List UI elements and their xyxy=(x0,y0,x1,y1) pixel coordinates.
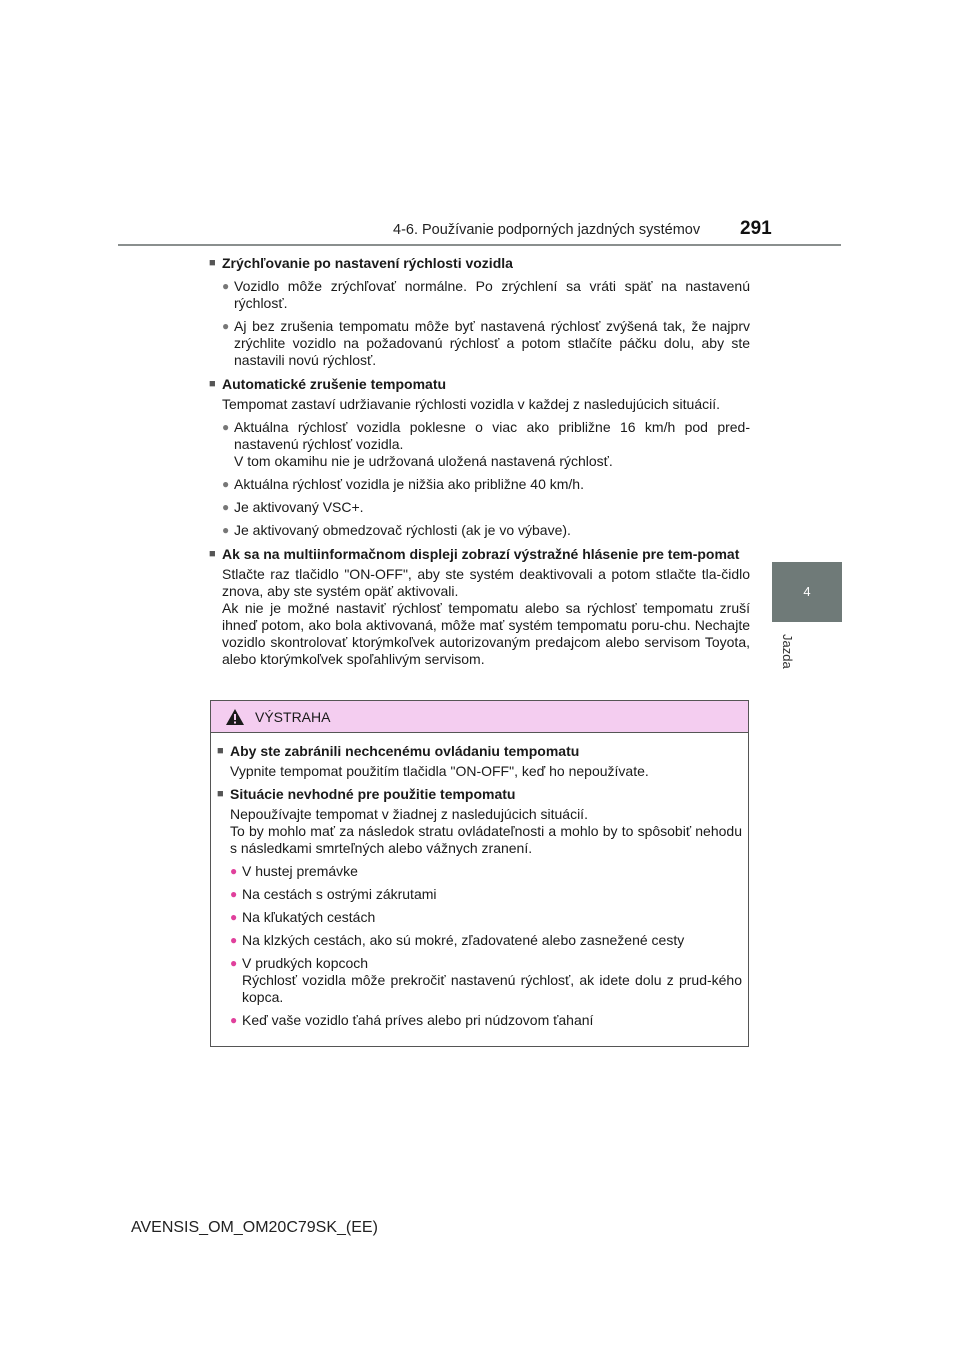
bullet-text: Na kľukatých cestách xyxy=(242,909,376,925)
bullet-item xyxy=(222,499,750,516)
round-bullet-icon: ● xyxy=(230,1013,238,1027)
warning-heading xyxy=(217,743,742,760)
bullet-item xyxy=(222,419,750,470)
warning-paragraph: Vypnite tempomat použitím tlačidla "ON-OFF", keď ho nepoužívate. xyxy=(230,763,649,779)
section-heading-text: Automatické zrušenie tempomatu xyxy=(222,376,447,392)
warning-title: VÝSTRAHA xyxy=(255,708,331,725)
square-bullet-icon: ■ xyxy=(209,548,216,560)
square-bullet-icon: ■ xyxy=(209,378,216,390)
warning-header xyxy=(211,701,748,733)
bullet-text: Je aktivovaný VSC+. xyxy=(234,499,364,515)
square-bullet-icon: ■ xyxy=(209,257,216,269)
round-bullet-icon: ● xyxy=(222,500,230,514)
section-heading xyxy=(209,255,750,272)
bullet-text: Vozidlo môže zrýchľovať normálne. Po zrýchlení sa vráti späť na nastavenú rýchlosť. xyxy=(234,278,750,311)
footer-doc-id: AVENSIS_OM_OM20C79SK_(EE) xyxy=(131,1219,378,1236)
square-bullet-icon: ■ xyxy=(217,745,224,757)
warning-heading-text: Aby ste zabránili nechcenému ovládaniu tempomatu xyxy=(230,743,580,759)
warning-bullet xyxy=(230,909,742,926)
bullet-item xyxy=(222,318,750,369)
warning-heading-text: Situácie nevhodné pre použitie tempomatu xyxy=(230,786,516,802)
section-heading xyxy=(209,376,750,393)
bullet-item xyxy=(222,476,750,493)
chapter-label: Jazda xyxy=(780,634,795,669)
header-section-title: 4-6. Používanie podporných jazdných systémov xyxy=(393,222,701,238)
round-bullet-icon: ● xyxy=(222,420,230,434)
round-bullet-icon: ● xyxy=(222,319,230,333)
round-bullet-icon: ● xyxy=(230,887,238,901)
round-bullet-icon: ● xyxy=(222,279,230,293)
bullet-text: V prudkých kopcoch Rýchlosť vozidla môže prekročiť nastavenú rýchlosť, ak idete dolu z prud-kého kopca. xyxy=(242,955,742,1005)
header-rule xyxy=(118,244,841,246)
paragraph: Tempomat zastaví udržiavanie rýchlosti vozidla v každej z nasledujúcich situácií. xyxy=(222,396,721,412)
warning-bullet xyxy=(230,886,742,903)
section-heading-text: Ak sa na multiinformačnom displeji zobrazí výstražné hlásenie pre tem-pomat xyxy=(222,546,740,562)
bullet-text: V hustej premávke xyxy=(242,863,358,879)
chapter-number: 4 xyxy=(803,584,811,599)
warning-bullet xyxy=(230,932,742,949)
page-number: 291 xyxy=(740,218,772,239)
warning-box xyxy=(210,700,749,1047)
chapter-tab xyxy=(772,562,842,622)
bullet-text: Na klzkých cestách, ako sú mokré, zľadovatené alebo zasnežené cesty xyxy=(242,932,685,948)
bullet-item xyxy=(222,522,750,539)
bullet-item xyxy=(222,278,750,312)
main-content xyxy=(209,255,750,668)
section-heading xyxy=(209,546,750,563)
warning-triangle-icon xyxy=(225,708,245,726)
warning-bullet xyxy=(230,1012,742,1029)
bullet-text: Keď vaše vozidlo ťahá príves alebo pri núdzovom ťahaní xyxy=(242,1012,594,1028)
round-bullet-icon: ● xyxy=(230,910,238,924)
bullet-text: Aktuálna rýchlosť vozidla poklesne o viac ako približne 16 km/h pod pred-nastavenú rýchlosť vozidla. V tom okamihu nie je udržovaná uložená nastavená rýchlosť. xyxy=(234,419,750,469)
bullet-text: Aktuálna rýchlosť vozidla je nižšia ako približne 40 km/h. xyxy=(234,476,584,492)
round-bullet-icon: ● xyxy=(222,523,230,537)
warning-bullet xyxy=(230,863,742,880)
bullet-text: Aj bez zrušenia tempomatu môže byť nastavená rýchlosť zvýšená tak, že najprv zrýchlite vozidlo na požadovanú rýchlosť a potom stlačíte páčku dolu, aby ste nastavili novú rýchlosť. xyxy=(234,318,750,368)
round-bullet-icon: ● xyxy=(222,477,230,491)
bullet-text: Na cestách s ostrými zákrutami xyxy=(242,886,437,902)
bullet-text: Je aktivovaný obmedzovač rýchlosti (ak je vo výbave). xyxy=(234,522,571,538)
warning-bullet xyxy=(230,955,742,1006)
paragraph: Stlačte raz tlačidlo "ON-OFF", aby ste systém deaktivovali a potom stlačte tla-čidlo znova, aby ste systém opäť aktivovali. Ak nie je možné nastaviť rýchlosť tempomatu alebo sa rýchlosť tempomatu zruší ihneď potom, ako bola aktivovaná, môže mať systém tempomatu poru-chu. Nechajte vozidlo skontrolovať ktorýmkoľvek autorizovaným predajcom alebo servisom Toyota, alebo ktorýmkoľvek spoľahlivým servisom. xyxy=(222,566,750,667)
round-bullet-icon: ● xyxy=(230,956,238,970)
round-bullet-icon: ● xyxy=(230,864,238,878)
section-heading-text: Zrýchľovanie po nastavení rýchlosti vozidla xyxy=(222,255,513,271)
square-bullet-icon: ■ xyxy=(217,788,224,800)
warning-heading xyxy=(217,786,742,803)
warning-body xyxy=(211,733,748,1029)
warning-paragraph: Nepoužívajte tempomat v žiadnej z nasledujúcich situácií. To by mohlo mať za následok stratu ovládateľnosti a mohlo by to spôsobiť nehodu s následkami smrteľných alebo vážnych zranení. xyxy=(230,806,742,856)
round-bullet-icon: ● xyxy=(230,933,238,947)
